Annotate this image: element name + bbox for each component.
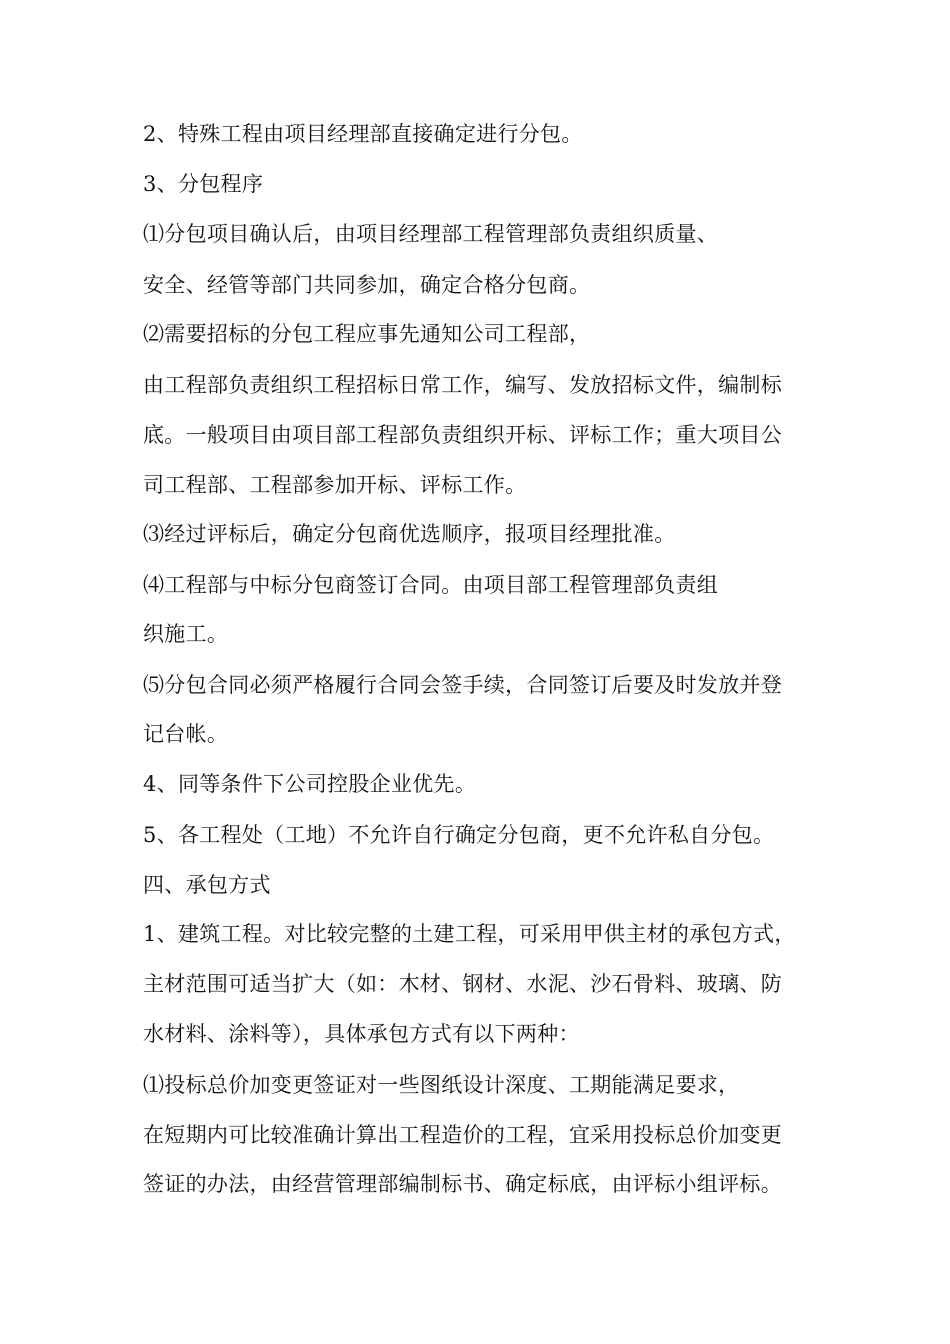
text-line: 4、同等条件下公司控股企业优先。 <box>143 772 477 796</box>
text-line: 3、分包程序 <box>143 172 264 196</box>
text-line: 水材料、涂料等），具体承包方式有以下两种： <box>143 1022 580 1046</box>
text-line: ⑶经过评标后，确定分包商优选顺序，报项目经理批准。 <box>143 522 676 546</box>
text-line: 1、建筑工程。对比较完整的土建工程，可采用甲供主材的承包方式， <box>143 922 796 946</box>
text-line: ⑴投标总价加变更签证对一些图纸设计深度、工期能满足要求， <box>143 1073 740 1097</box>
text-line: ⑸分包合同必须严格履行合同会签手续，合同签订后要及时发放并登 <box>143 673 782 697</box>
text-line: 由工程部负责组织工程招标日常工作，编写、发放招标文件，编制标 <box>143 373 782 397</box>
text-line: 安全、经管等部门共同参加，确定合格分包商。 <box>143 273 591 297</box>
text-line: 在短期内可比较准确计算出工程造价的工程，宜采用投标总价加变更 <box>143 1123 782 1147</box>
text-line: 四、承包方式 <box>143 873 271 897</box>
text-line: 记台帐。 <box>143 722 229 746</box>
text-line: ⑷工程部与中标分包商签订合同。由项目部工程管理部负责组 <box>143 573 719 597</box>
text-line: ⑴分包项目确认后，由项目经理部工程管理部负责组织质量、 <box>143 222 719 246</box>
text-line: ⑵需要招标的分包工程应事先通知公司工程部， <box>143 322 591 346</box>
text-line: 织施工。 <box>143 622 229 646</box>
text-line: 主材范围可适当扩大（如：木材、钢材、水泥、沙石骨料、玻璃、防 <box>143 972 782 996</box>
text-line: 司工程部、工程部参加开标、评标工作。 <box>143 473 527 497</box>
text-line: 5、各工程处（工地）不允许自行确定分包商，更不允许私自分包。 <box>143 823 775 847</box>
text-line: 底。一般项目由项目部工程部负责组织开标、评标工作；重大项目公 <box>143 423 782 447</box>
text-line: 签证的办法，由经营管理部编制标书、确定标底，由评标小组评标。 <box>143 1172 782 1196</box>
text-line: 2、特殊工程由项目经理部直接确定进行分包。 <box>143 122 583 146</box>
